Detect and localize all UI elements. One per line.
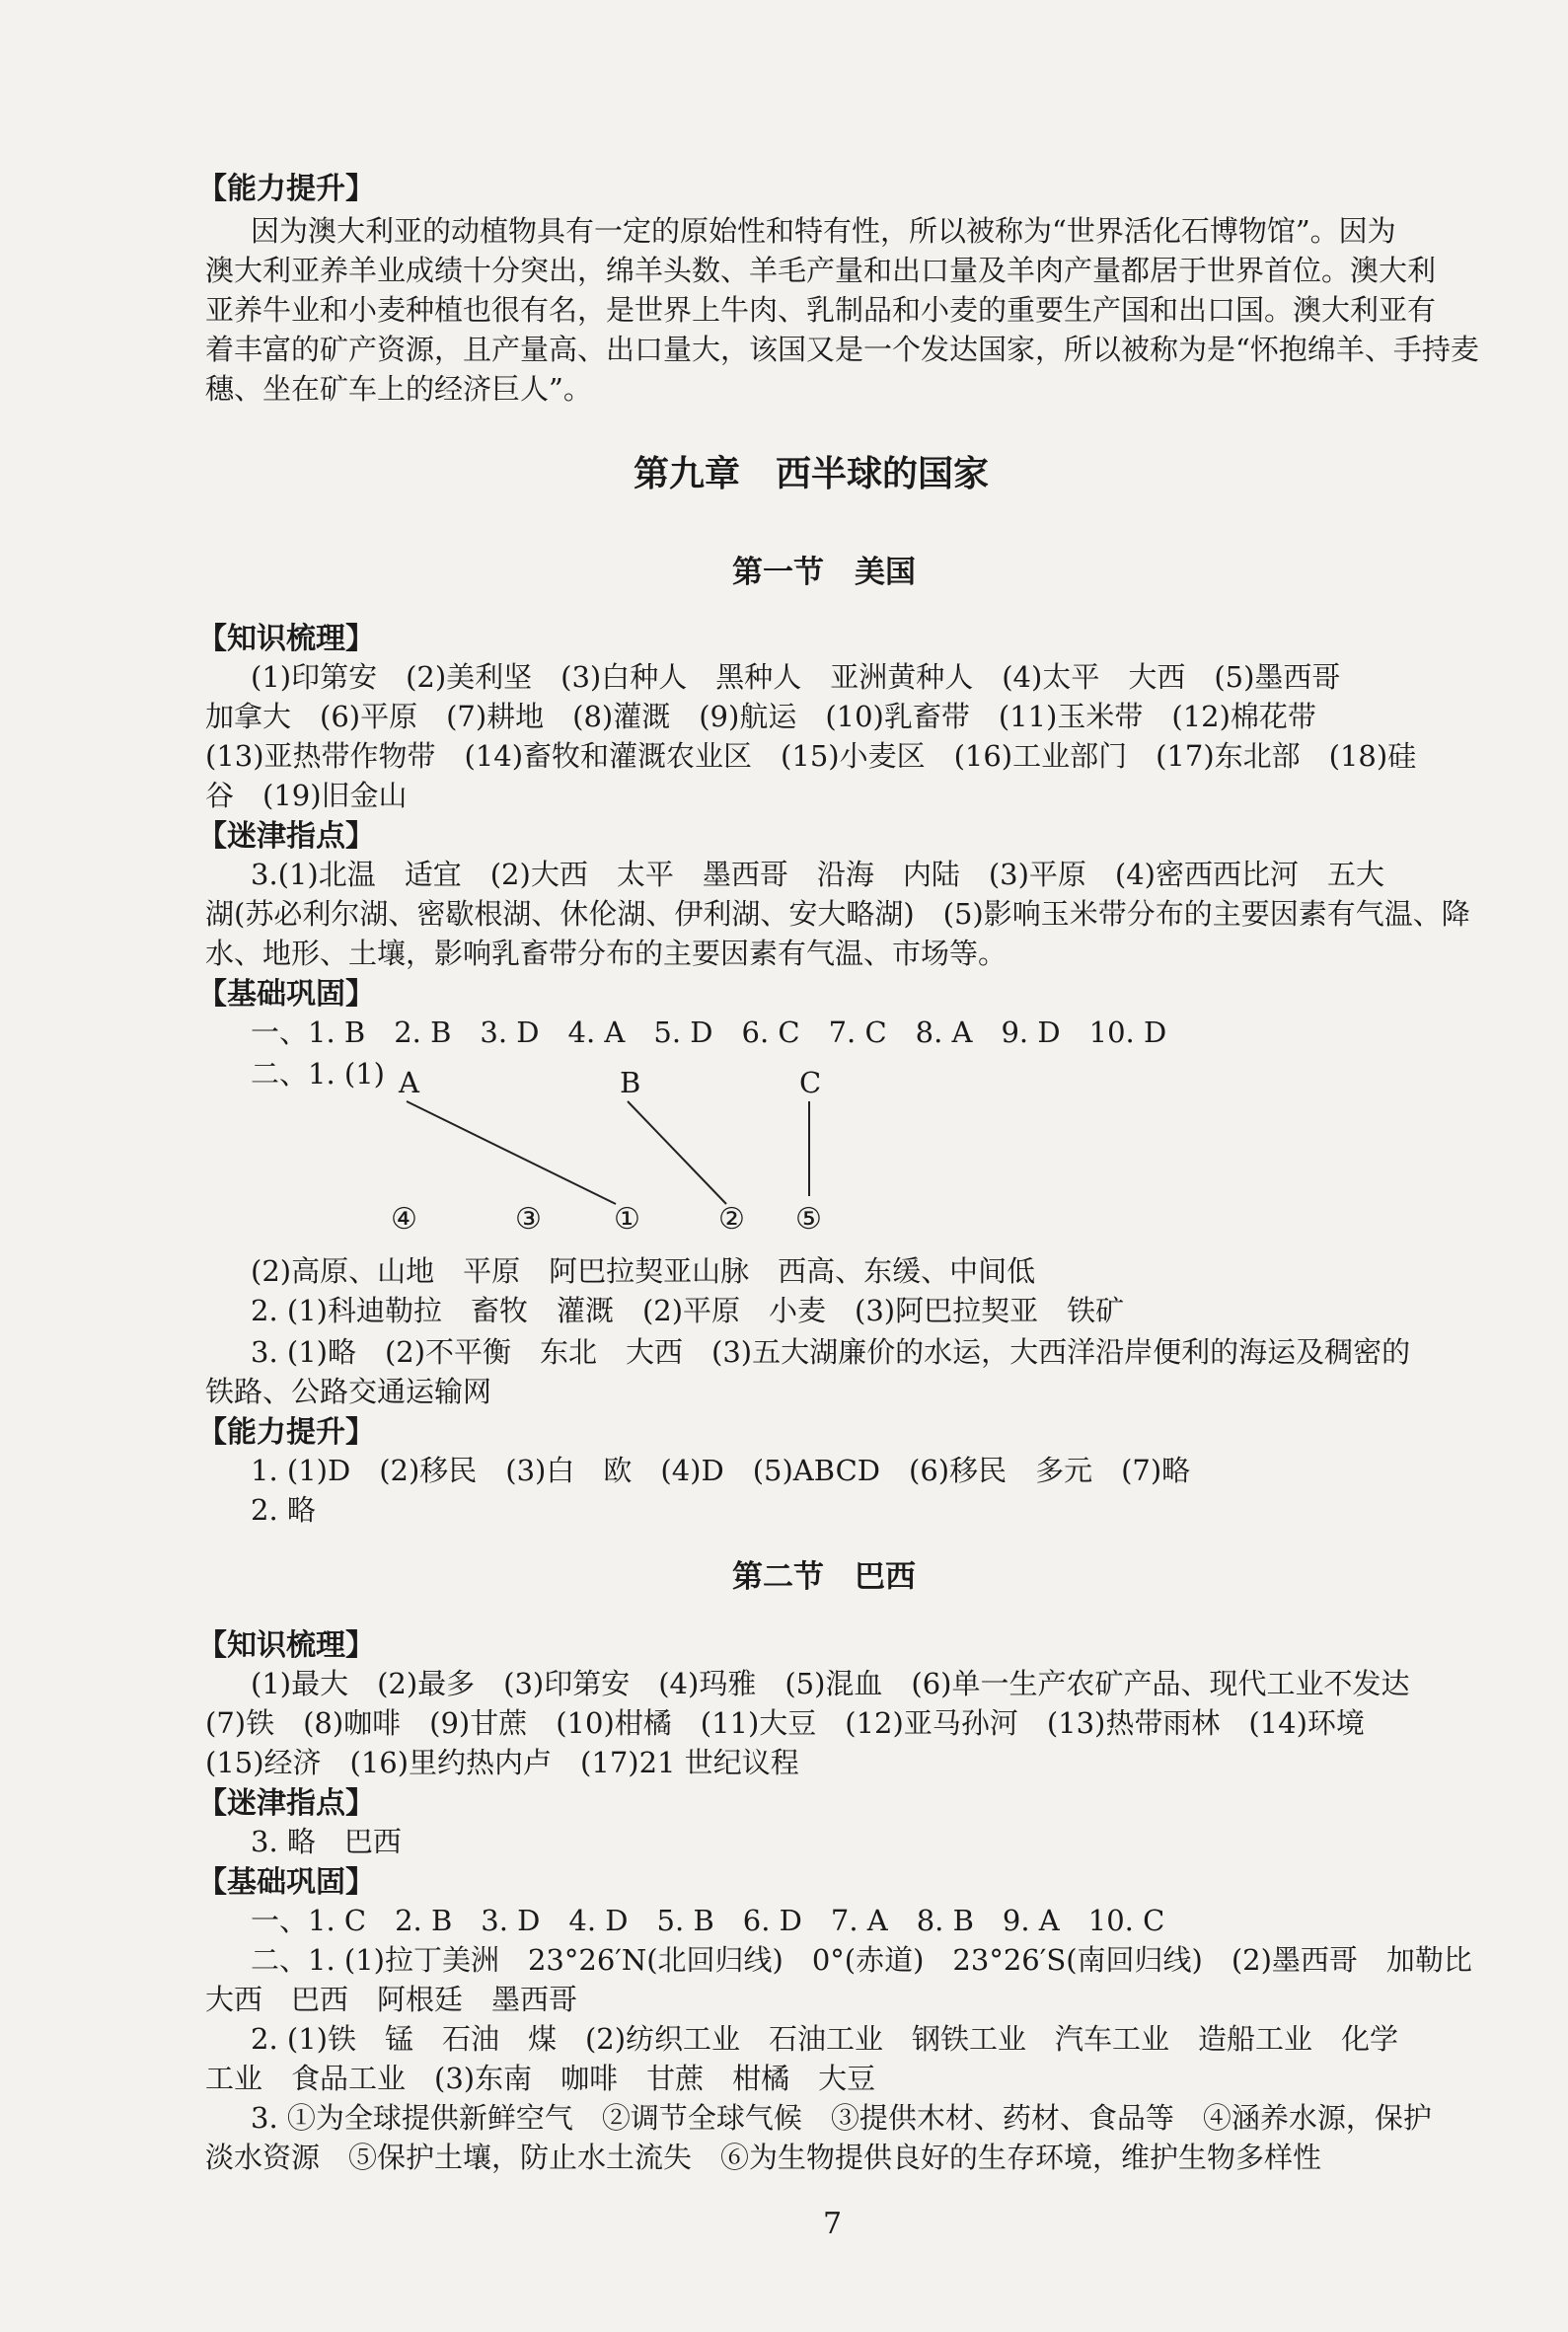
answer-line: 大西 巴西 阿根廷 墨西哥: [205, 1983, 578, 2016]
section-header-knowledge: 【知识梳理】: [197, 1628, 375, 1663]
answer-line: 3. (1)略 (2)不平衡 东北 大西 (3)五大湖廉价的水运，大西洋沿岸便利的海运及稠密的: [251, 1335, 1411, 1369]
answer-line: 一、1. C 2. B 3. D 4. D 5. B 6. D 7. A 8. B 9. A 10. C: [251, 1904, 1165, 1937]
answer-line: 2. 略: [251, 1493, 316, 1527]
section-header-tips: 【迷津指点】: [197, 1786, 375, 1821]
match-circle-5: ⑤: [795, 1202, 822, 1237]
match-circle-4: ④: [391, 1202, 417, 1237]
paragraph-line: 澳大利亚养羊业成绩十分突出，绵羊头数、羊毛产量和出口量及羊肉产量都居于世界首位。澳大利: [205, 254, 1437, 287]
chapter-title: 第九章 西半球的国家: [634, 454, 990, 494]
page-number: 7: [823, 2207, 843, 2241]
answer-line: 2. (1)铁 锰 石油 煤 (2)纺织工业 石油工业 钢铁工业 汽车工业 造船工业 化学: [251, 2022, 1399, 2056]
section-header-ability: 【能力提升】: [197, 172, 375, 206]
match-label-b: B: [620, 1066, 641, 1099]
answer-line: 淡水资源 ⑤保护土壤，防止水土流失 ⑥为生物提供良好的生存环境，维护生物多样性: [205, 2141, 1322, 2174]
answer-line: 二、1. (1): [251, 1057, 385, 1091]
answer-line: (2)高原、山地 平原 阿巴拉契亚山脉 西高、东缓、中间低: [251, 1254, 1036, 1288]
paragraph-line: 亚养牛业和小麦种植也很有名，是世界上牛肉、乳制品和小麦的重要生产国和出口国。澳大利亚有: [205, 293, 1437, 327]
section-header-tips: 【迷津指点】: [197, 819, 375, 854]
answer-line: 工业 食品工业 (3)东南 咖啡 甘蔗 柑橘 大豆: [205, 2062, 876, 2095]
section-title-usa: 第一节 美国: [732, 555, 916, 590]
match-label-a: A: [399, 1066, 419, 1099]
section-header-basics: 【基础巩固】: [197, 1865, 375, 1900]
match-circle-2: ②: [718, 1202, 745, 1237]
answer-line: 谷 (19)旧金山: [205, 779, 408, 812]
match-line-a-1: [407, 1101, 616, 1204]
match-circle-3: ③: [515, 1202, 542, 1237]
section-header-ability: 【能力提升】: [197, 1415, 375, 1450]
answer-line: 加拿大 (6)平原 (7)耕地 (8)灌溉 (9)航运 (10)乳畜带 (11)玉米带 (12)棉花带: [205, 700, 1316, 733]
answer-line: 铁路、公路交通运输网: [205, 1375, 492, 1408]
answer-line: 3. ①为全球提供新鲜空气 ②调节全球气候 ③提供木材、药材、食品等 ④涵养水源，保护: [251, 2101, 1432, 2135]
answer-line: 一、1. B 2. B 3. D 4. A 5. D 6. C 7. C 8. A 9. D 10. D: [251, 1016, 1167, 1049]
section-header-basics: 【基础巩固】: [197, 977, 375, 1012]
section-title-brazil: 第二节 巴西: [732, 1559, 916, 1595]
answer-line: 3.(1)北温 适宜 (2)大西 太平 墨西哥 沿海 内陆 (3)平原 (4)密西西比河 五大: [251, 858, 1384, 891]
answer-line: 二、1. (1)拉丁美洲 23°26′N(北回归线) 0°(赤道) 23°26′S(南回归线) (2)墨西哥 加勒比: [251, 1943, 1472, 1977]
match-circle-1: ①: [614, 1202, 640, 1237]
answer-line: (1)印第安 (2)美利坚 (3)白种人 黑种人 亚洲黄种人 (4)太平 大西 (5)墨西哥: [251, 660, 1341, 694]
answer-line: (13)亚热带作物带 (14)畜牧和灌溉农业区 (15)小麦区 (16)工业部门 (17)东北部 (18)硅: [205, 739, 1417, 773]
answer-line: (15)经济 (16)里约热内卢 (17)21 世纪议程: [205, 1746, 799, 1779]
answer-line: (1)最大 (2)最多 (3)印第安 (4)玛雅 (5)混血 (6)单一生产农矿产品、现代工业不发达: [251, 1667, 1410, 1700]
match-label-c: C: [799, 1066, 822, 1099]
answer-line: 水、地形、土壤，影响乳畜带分布的主要因素有气温、市场等。: [205, 937, 1008, 970]
answer-line: 湖(苏必利尔湖、密歇根湖、休伦湖、伊利湖、安大略湖) (5)影响玉米带分布的主要因素有气温、降: [205, 897, 1470, 931]
paragraph-line: 因为澳大利亚的动植物具有一定的原始性和特有性，所以被称为“世界活化石博物馆”。因为: [251, 214, 1396, 248]
answer-line: 1. (1)D (2)移民 (3)白 欧 (4)D (5)ABCD (6)移民 多元 (7)略: [251, 1454, 1191, 1487]
answer-line: (7)铁 (8)咖啡 (9)甘蔗 (10)柑橘 (11)大豆 (12)亚马孙河 (13)热带雨林 (14)环境: [205, 1706, 1365, 1740]
section-header-knowledge: 【知识梳理】: [197, 622, 375, 656]
paragraph-line: 穗、坐在矿车上的经济巨人”。: [205, 372, 592, 406]
match-line-b-2: [628, 1101, 726, 1204]
answer-line: 2. (1)科迪勒拉 畜牧 灌溉 (2)平原 小麦 (3)阿巴拉契亚 铁矿: [251, 1294, 1125, 1327]
paragraph-line: 着丰富的矿产资源，且产量高、出口量大，该国又是一个发达国家，所以被称为是“怀抱绵羊、手持麦: [205, 333, 1479, 366]
answer-line: 3. 略 巴西: [251, 1825, 402, 1858]
